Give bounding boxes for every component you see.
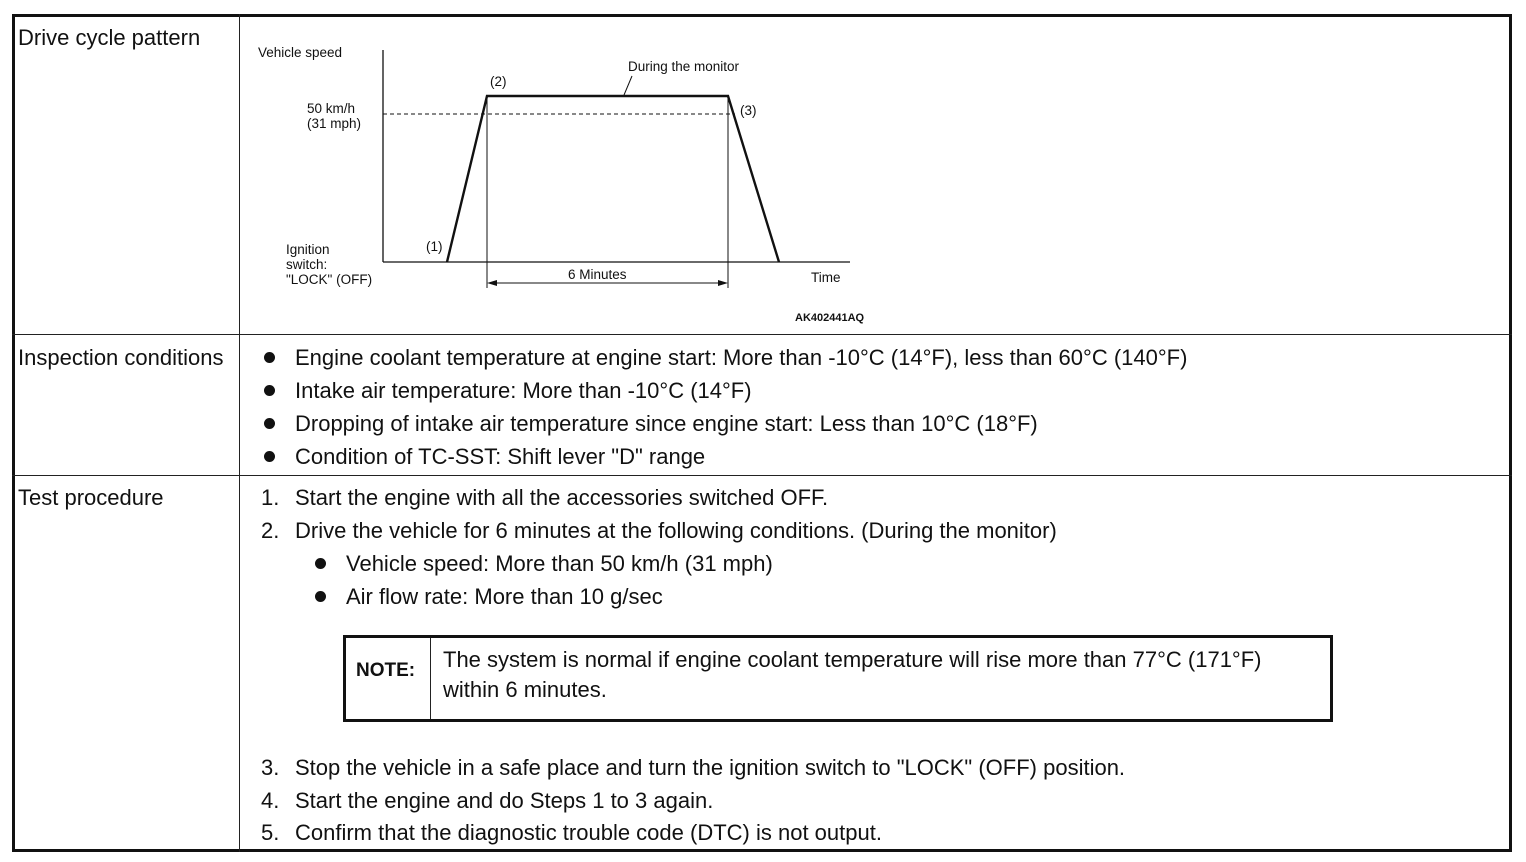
note-text: The system is normal if engine coolant temperature will rise more than 77°C (171°F) within 6 minutes. [443,647,1262,702]
step-3-text: Stop the vehicle in a safe place and turn the ignition switch to "LOCK" (OFF) position. [295,755,1126,780]
speed-label-mph: (31 mph) [307,116,362,131]
drive-cycle-label: Drive cycle pattern [18,25,201,50]
step-2-number: 2. [261,518,280,543]
step-5-number: 5. [261,820,280,845]
point-3-label: (3) [740,103,757,118]
ignition-label-3: "LOCK" (OFF) [286,272,373,287]
step-5-text: Confirm that the diagnostic trouble code (DTC) is not output. [295,820,882,845]
x-axis-label: Time [811,270,841,285]
ignition-label-1: Ignition [286,242,330,257]
step-3-number: 3. [261,755,280,780]
step-2-text: Drive the vehicle for 6 minutes at the following conditions. (During the monitor) [295,518,1057,543]
step-2-sub-item-2: Air flow rate: More than 10 g/sec [346,584,663,609]
point-2-label: (2) [490,74,507,89]
test-procedure-label: Test procedure [18,485,164,510]
inspection-item-3: Dropping of intake air temperature since engine start: Less than 10°C (18°F) [295,411,1038,436]
bullet-icon [264,418,275,429]
inspection-item-4: Condition of TC-SST: Shift lever "D" range [295,444,706,469]
note-divider [430,638,431,719]
bullet-icon [264,352,275,363]
note-label: NOTE: [356,660,416,681]
ignition-label-2: switch: [286,257,328,272]
step-1-text: Start the engine with all the accessories switched OFF. [295,485,829,510]
inspection-item-2: Intake air temperature: More than -10°C (14°F) [295,378,752,403]
step-2-sub-item-1: Vehicle speed: More than 50 km/h (31 mph) [346,551,773,576]
inspection-conditions-label: Inspection conditions [18,345,224,370]
inspection-item-1: Engine coolant temperature at engine start: More than -10°C (14°F), less than 60°C (140°F) [295,345,1188,370]
step-1-number: 1. [261,485,280,510]
bullet-icon [315,591,326,602]
point-1-label: (1) [426,239,443,254]
bullet-icon [264,385,275,396]
y-axis-label: Vehicle speed [258,45,343,60]
speed-profile-line [447,96,779,262]
duration-arrow-left-head [487,280,497,286]
bullet-icon [264,451,275,462]
bullet-icon [315,558,326,569]
step-4-number: 4. [261,788,280,813]
speed-label-kmh: 50 km/h [307,101,356,116]
duration-arrow-right-head [718,280,728,286]
duration-label: 6 Minutes [568,267,627,282]
row-divider-2 [12,475,1512,476]
row-divider-1 [12,334,1512,335]
figure-id: AK402441AQ [795,312,865,324]
monitor-leader-line [624,76,632,95]
monitor-label: During the monitor [628,59,740,74]
drive-cycle-diagram [240,15,940,334]
step-4-text: Start the engine and do Steps 1 to 3 again. [295,788,714,813]
